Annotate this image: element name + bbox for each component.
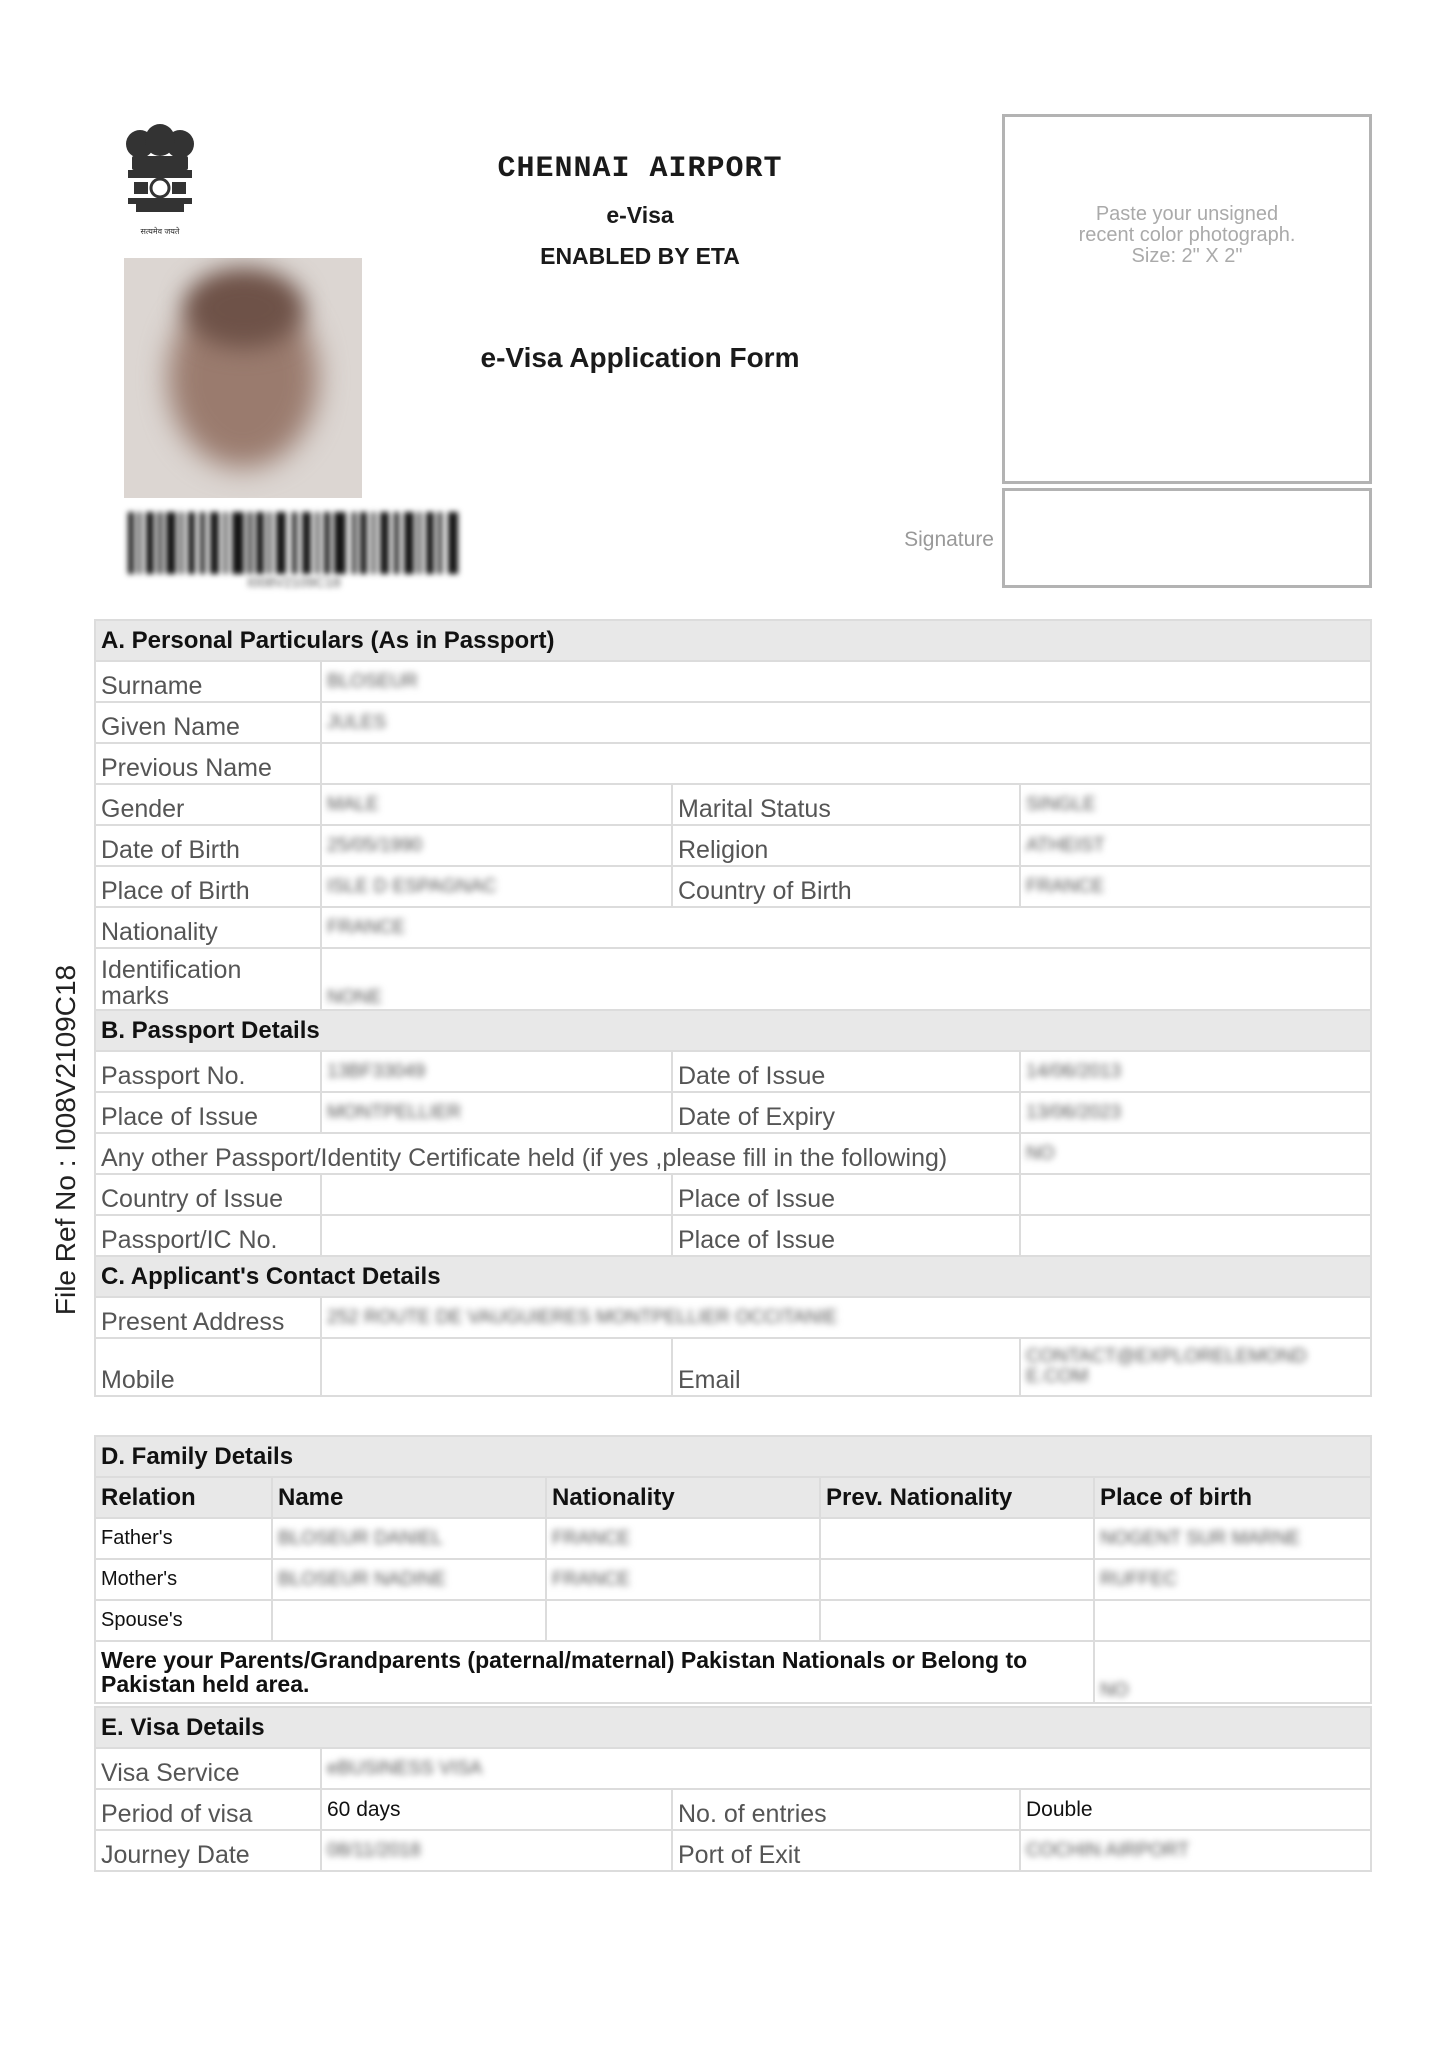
given-name-value: JULES — [321, 702, 1371, 743]
family-name — [272, 1600, 546, 1641]
place-of-issue-value: MONTPELLIER — [321, 1092, 672, 1133]
signature-label: Signature — [904, 528, 994, 551]
family-col-prev-nationality: Prev. Nationality — [820, 1477, 1094, 1518]
ic-place-of-issue-value — [1020, 1215, 1371, 1256]
passport-ic-no-value — [321, 1215, 672, 1256]
journey-date-value: 08/11/2018 — [321, 1830, 672, 1871]
section-a-heading: A. Personal Particulars (As in Passport) — [95, 620, 1371, 661]
nationality-value: FRANCE — [321, 907, 1371, 948]
marital-status-value: SINGLE — [1020, 784, 1371, 825]
present-address-value: 252 ROUTE DE VAUGUIERES MONTPELLIER OCCITANIE — [321, 1297, 1371, 1338]
gender-value: MALE — [321, 784, 672, 825]
previous-name-value — [321, 743, 1371, 784]
section-c-heading: C. Applicant's Contact Details — [95, 1256, 1371, 1297]
religion-value: ATHEIST — [1020, 825, 1371, 866]
identification-marks-label: Identification marks — [95, 948, 321, 1010]
passport-ic-no-label: Passport/IC No. — [95, 1215, 321, 1256]
family-row-mother — [95, 1559, 1371, 1600]
family-row-father — [95, 1518, 1371, 1559]
family-col-relation: Relation — [95, 1477, 272, 1518]
country-of-issue-label: Country of Issue — [95, 1174, 321, 1215]
signature-box — [1002, 488, 1372, 588]
marital-status-label: Marital Status — [672, 784, 1020, 825]
section-d-heading: D. Family Details — [95, 1436, 1371, 1477]
date-of-issue-value: 14/06/2013 — [1020, 1051, 1371, 1092]
other-place-of-issue-label: Place of Issue — [672, 1174, 1020, 1215]
surname-label: Surname — [95, 661, 321, 702]
other-passport-label: Any other Passport/Identity Certificate held (if yes ,please fill in the following) — [95, 1133, 1020, 1174]
family-row-spouse — [95, 1600, 1371, 1641]
identification-marks-value: NONE — [321, 948, 1371, 1010]
family-prev-nationality — [820, 1600, 1094, 1641]
family-relation: Spouse's — [95, 1600, 272, 1641]
form-title: e-Visa Application Form — [480, 342, 800, 373]
passport-no-value: 13BF33049 — [321, 1051, 672, 1092]
barcode-icon — [126, 512, 462, 574]
file-ref-number: File Ref No : I008V2109C18 — [50, 964, 81, 1316]
no-of-entries-value: Double — [1020, 1789, 1371, 1830]
family-place-of-birth: RUFFEC — [1094, 1559, 1371, 1600]
photo-instruction-line-1: Paste your unsigned — [1095, 203, 1279, 225]
family-relation: Father's — [95, 1518, 272, 1559]
mobile-value — [321, 1338, 672, 1396]
family-nationality — [546, 1600, 820, 1641]
email-value: CONTACT@EXPLORELEMOND E.COM — [1020, 1338, 1371, 1396]
family-name: BLOSEUR NADINE — [272, 1559, 546, 1600]
gender-label: Gender — [95, 784, 321, 825]
ic-place-of-issue-label: Place of Issue — [672, 1215, 1020, 1256]
given-name-label: Given Name — [95, 702, 321, 743]
family-prev-nationality — [820, 1518, 1094, 1559]
nationality-label: Nationality — [95, 907, 321, 948]
pakistan-answer: NO — [1094, 1641, 1371, 1703]
family-col-place-of-birth: Place of birth — [1094, 1477, 1371, 1518]
visa-table — [94, 1706, 1372, 1872]
date-of-expiry-value: 13/06/2023 — [1020, 1092, 1371, 1133]
place-of-issue-label: Place of Issue — [95, 1092, 321, 1133]
state-emblem-icon — [118, 118, 202, 242]
section-e-heading: E. Visa Details — [95, 1707, 1371, 1748]
other-passport-value: NO — [1020, 1133, 1371, 1174]
religion-label: Religion — [672, 825, 1020, 866]
place-of-birth-value: ISLE D ESPAGNAC — [321, 866, 672, 907]
previous-name-label: Previous Name — [95, 743, 321, 784]
dob-value: 25/05/1990 — [321, 825, 672, 866]
country-of-birth-value: FRANCE — [1020, 866, 1371, 907]
email-label: Email — [672, 1338, 1020, 1396]
family-col-name: Name — [272, 1477, 546, 1518]
date-of-expiry-label: Date of Expiry — [672, 1092, 1020, 1133]
applicant-photo — [124, 258, 362, 498]
photo-paste-box — [1002, 114, 1372, 484]
present-address-label: Present Address — [95, 1297, 321, 1338]
family-relation: Mother's — [95, 1559, 272, 1600]
family-col-nationality: Nationality — [546, 1477, 820, 1518]
pakistan-question: Were your Parents/Grandparents (paternal/maternal) Pakistan Nationals or Belong to Pakistan held area. — [95, 1641, 1094, 1703]
page-subtitle: e-Visa — [606, 202, 674, 228]
visa-service-value: eBUSINESS VISA — [321, 1748, 1371, 1789]
form-table-abc — [94, 619, 1372, 1397]
family-table — [94, 1435, 1372, 1704]
passport-no-label: Passport No. — [95, 1051, 321, 1092]
journey-date-label: Journey Date — [95, 1830, 321, 1871]
period-of-visa-label: Period of visa — [95, 1789, 321, 1830]
surname-value: BLOSEUR — [321, 661, 1371, 702]
dob-label: Date of Birth — [95, 825, 321, 866]
family-place-of-birth: NOGENT SUR MARNE — [1094, 1518, 1371, 1559]
page-subtitle-eta: ENABLED BY ETA — [540, 243, 740, 269]
place-of-birth-label: Place of Birth — [95, 866, 321, 907]
photo-instructions — [1008, 204, 1366, 267]
photo-instruction-line-2: recent color photograph. — [1078, 224, 1296, 246]
other-place-of-issue-value — [1020, 1174, 1371, 1215]
visa-service-label: Visa Service — [95, 1748, 321, 1789]
family-nationality: FRANCE — [546, 1518, 820, 1559]
country-of-birth-label: Country of Birth — [672, 866, 1020, 907]
mobile-label: Mobile — [95, 1338, 321, 1396]
country-of-issue-value — [321, 1174, 672, 1215]
photo-instruction-line-3: Size: 2" X 2" — [1131, 245, 1243, 267]
period-of-visa-value: 60 days — [321, 1789, 672, 1830]
no-of-entries-label: No. of entries — [672, 1789, 1020, 1830]
emblem-motto: सत्यमेव जयते — [140, 227, 180, 236]
section-b-heading: B. Passport Details — [95, 1010, 1371, 1051]
page-title: CHENNAI AIRPORT — [497, 152, 783, 186]
port-of-exit-label: Port of Exit — [672, 1830, 1020, 1871]
family-nationality: FRANCE — [546, 1559, 820, 1600]
port-of-exit-value: COCHIN AIRPORT — [1020, 1830, 1371, 1871]
family-name: BLOSEUR DANIEL — [272, 1518, 546, 1559]
barcode-number: I008V2109C18 — [247, 574, 341, 590]
family-place-of-birth — [1094, 1600, 1371, 1641]
date-of-issue-label: Date of Issue — [672, 1051, 1020, 1092]
family-prev-nationality — [820, 1559, 1094, 1600]
